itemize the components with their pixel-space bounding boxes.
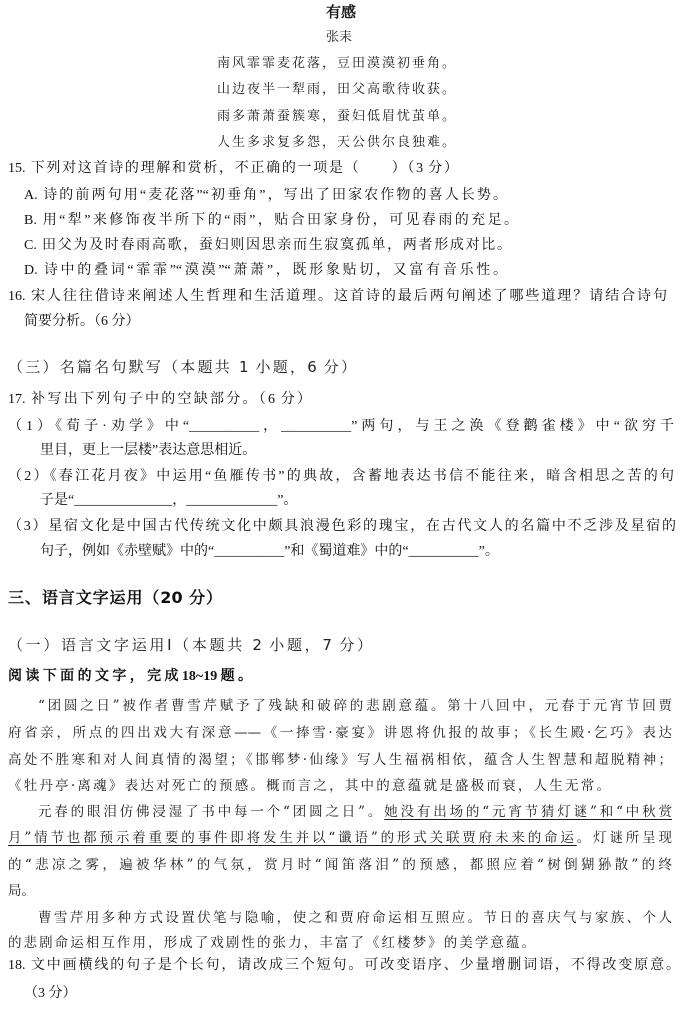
- question-15-option-d: D. 诗中的叠词“霏霏”“漠漠”“萧萧”，既形象贴切，又富有音乐性。: [24, 263, 507, 278]
- question-18-stem: 18. 文中画横线的句子是个长句，请改成三个短句。可改变语序、少量增删词语，不得改变原意。: [8, 958, 680, 973]
- passage-line: [38, 803, 672, 821]
- passage-line: [8, 829, 672, 847]
- passage-line: 的“悲凉之雾，遍被华林”的气氛，赏月时“闻笛落泪”的预感，都照应着“树倒猢狲散”的终: [8, 857, 672, 873]
- question-18-score: （3 分）: [24, 986, 77, 1001]
- passage-text: 元春的眼泪仿佛浸湿了书中每一个“团圆之日”。: [38, 804, 385, 820]
- poem-title: 有感: [325, 3, 356, 21]
- underlined-sentence: 她没有出场的“元宵节猜灯谜”和“中秋赏: [384, 804, 672, 820]
- passage-line: 局。: [8, 883, 35, 899]
- question-15-stem: 15. 下列对这首诗的理解和赏析，不正确的一项是（ ）（3 分）: [8, 161, 458, 176]
- passage-line: 《牡丹亭·离魂》表达对死亡的预感。概而言之，其中的意蕴就是盛极而衰，人生无常。: [8, 778, 610, 794]
- question-16-stem-cont: 简要分析。（6 分）: [24, 314, 140, 329]
- question-17-item-1: （1）《荀子·劝学》中“__________，__________”两句，与王之涣《登鹳雀楼》中“欲穷千: [8, 419, 674, 434]
- poem-line: 人生多求复多怨，天公供尔良独难。: [217, 135, 455, 150]
- question-15-option-c: C. 田父为及时春雨高歌，蚕妇则因思亲而生寂寞孤单，两者形成对比。: [24, 238, 511, 253]
- question-17-item-2: （2）《春江花月夜》中运用“鱼雁传书”的典故，含蓄地表达书信不能往来，暗含相思之苦的句: [8, 469, 674, 484]
- question-15-option-b: B. 用“犁”来修饰夜半所下的“雨”，贴合田家身份，可见春雨的充足。: [24, 213, 518, 228]
- passage-line: 曹雪芹用多种方式设置伏笔与隐喻，使之和贾府命运相互照应。节日的喜庆气与家族、个人: [38, 910, 672, 926]
- question-17-item-1-cont: 里目，更上一层楼”表达意思相近。: [40, 443, 257, 458]
- question-17-stem: 17. 补写出下列句子中的空缺部分。（6 分）: [8, 392, 311, 407]
- question-17-item-2-cont: 子是“______________，_____________”。: [40, 493, 298, 508]
- question-16-stem: 16. 宋人往往借诗来阐述人生哲理和生活道理。这首诗的最后两句阐述了哪些道理？请结合诗句: [8, 289, 667, 304]
- part-3-heading: 三、语言文字运用（20 分）: [8, 588, 222, 607]
- poem-line: 山边夜半一犁雨，田父高歌待收获。: [217, 82, 455, 97]
- section-heading-mingju: （三）名篇名句默写（本题共 1 小题，6 分）: [8, 358, 356, 376]
- passage-line: 高处不胜寒和对人间真情的渴望；《邯郸梦·仙缘》写人生福祸相依，蕴含人生智慧和超脱精神；: [8, 752, 672, 768]
- poem-line: 南风霏霏麦花落，豆田漠漠初垂角。: [217, 56, 455, 71]
- underlined-sentence: 月”情节也都预示着重要的事件即将发生并以“谶语”的形式关联贾府未来的命运: [8, 830, 577, 846]
- passage-line: “团圆之日”被作者曹雪芹赋予了残缺和破碎的悲剧意蕴。第十八回中，元春于元宵节回贾: [38, 698, 672, 714]
- part-3-sub-heading: （一）语言文字运用Ⅰ（本题共 2 小题，7 分）: [8, 636, 372, 654]
- passage-text: 。灯谜所呈现: [576, 830, 672, 846]
- passage-line: 府省亲，所点的四出戏大有深意——《一捧雪·豪宴》讲恩将仇报的故事；《长生殿·乞巧》表达: [8, 725, 672, 741]
- question-15-option-a: A. 诗的前两句用“麦花落”“初垂角”，写出了田家农作物的喜人长势。: [24, 188, 507, 203]
- question-17-item-3-cont: 句子，例如《赤壁赋》中的“__________”和《蜀道难》中的“__________”。: [40, 544, 499, 559]
- poem-author: 张耒: [325, 30, 352, 45]
- passage-line: 的悲剧命运相互作用，形成了戏剧性的张力，丰富了《红楼梦》的美学意蕴。: [8, 935, 535, 951]
- question-17-item-3: （3）星宿文化是中国古代传统文化中颇具浪漫色彩的瑰宝，在古代文人的名篇中不乏涉及星宿的: [8, 519, 676, 534]
- reading-instruction: 阅读下面的文字，完成18~19题。: [8, 669, 252, 684]
- poem-line: 雨多萧萧蚕簇寒，蚕妇低眉忧茧单。: [217, 109, 455, 124]
